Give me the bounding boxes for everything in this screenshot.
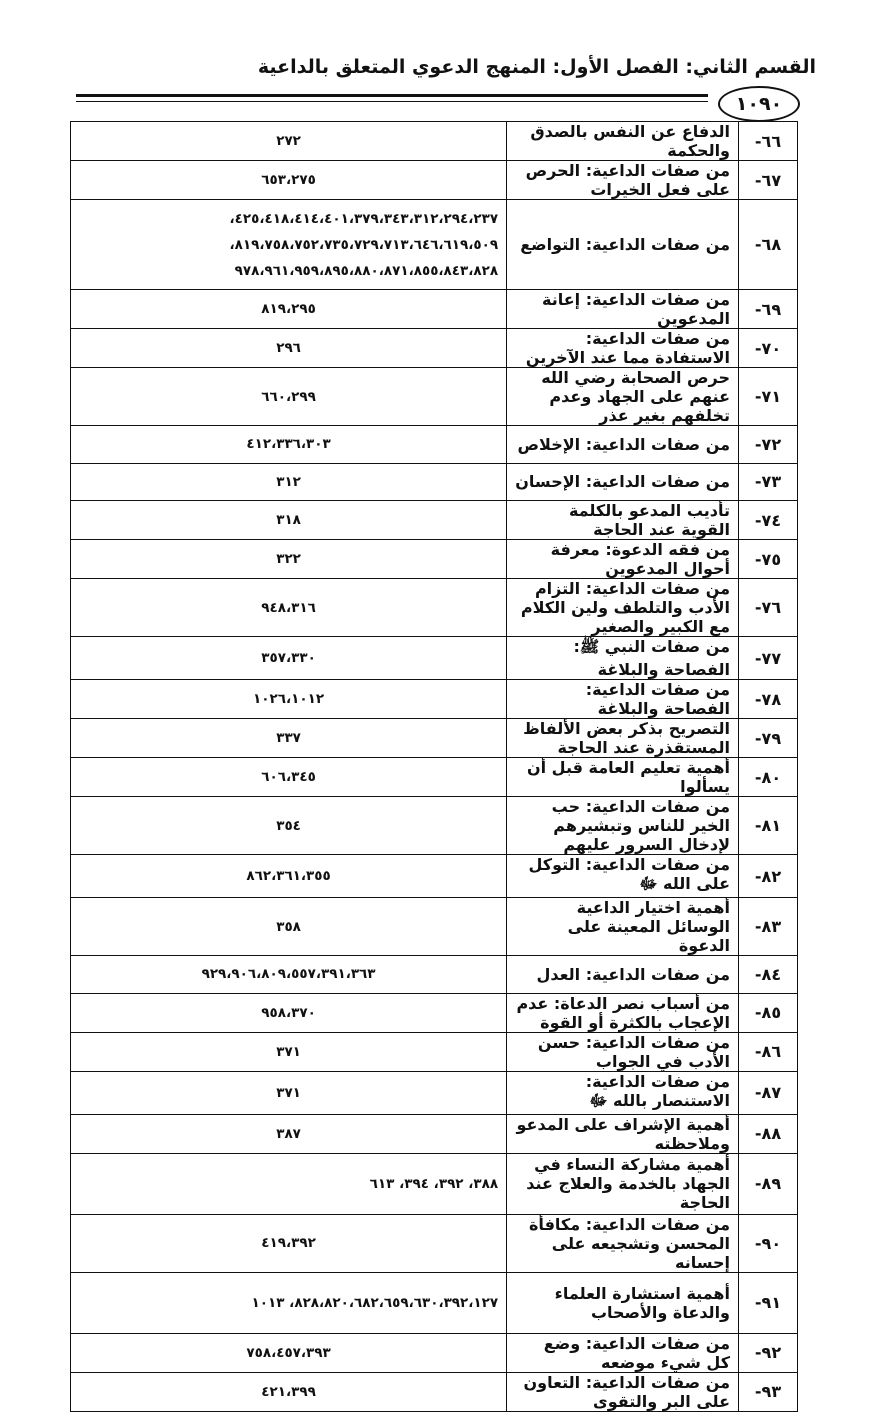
entry-pages: ٩٥٨،٣٧٠ xyxy=(71,993,507,1032)
entry-topic: من صفات الداعية: الإحسان xyxy=(507,463,739,501)
entry-number: ٧١- xyxy=(739,368,798,426)
table-row xyxy=(71,122,798,161)
table-row xyxy=(71,637,798,680)
entry-topic: أهمية مشاركة النساء في الجهاد بالخدمة والعلاج عند الحاجة xyxy=(507,1153,739,1214)
header-rule-thin xyxy=(76,101,708,102)
entry-pages: ٨٦٢،٣٦١،٣٥٥ xyxy=(71,855,507,898)
table-row xyxy=(71,1214,798,1272)
entry-topic: من فقه الدعوة: معرفة أحوال المدعوين xyxy=(507,540,739,579)
entry-number: ٨٦- xyxy=(739,1032,798,1071)
entry-number: ٧٣- xyxy=(739,463,798,501)
page-number: ١٠٩٠ xyxy=(718,86,800,122)
table-row xyxy=(71,290,798,329)
entry-number: ٩١- xyxy=(739,1272,798,1333)
table-row xyxy=(71,680,798,719)
index-table xyxy=(70,121,798,1412)
entry-pages: ٨١٩،٢٩٥ xyxy=(71,290,507,329)
table-row xyxy=(71,1153,798,1214)
table-row xyxy=(71,898,798,956)
table-row xyxy=(71,855,798,898)
entry-number: ٨٨- xyxy=(739,1114,798,1153)
table-row xyxy=(71,579,798,637)
entry-topic: من صفات الداعية: التواضع xyxy=(507,200,739,290)
entry-topic: الدفاع عن النفس بالصدق والحكمة xyxy=(507,122,739,161)
entry-pages: ٣٥٧،٣٣٠ xyxy=(71,637,507,680)
entry-topic: من صفات الداعية: وضع كل شيء موضعه xyxy=(507,1333,739,1372)
entry-topic: أهمية الإشراف على المدعو وملاحظته xyxy=(507,1114,739,1153)
entry-topic: حرص الصحابة رضي الله عنهم على الجهاد وعدم تخلفهم بغير عذر xyxy=(507,368,739,426)
entry-pages: ٦٠٦،٣٤٥ xyxy=(71,758,507,797)
entry-number: ٨٠- xyxy=(739,758,798,797)
entry-pages: ٣٧١ xyxy=(71,1071,507,1114)
table-row xyxy=(71,758,798,797)
entry-number: ٨٩- xyxy=(739,1153,798,1214)
entry-pages: ٣٧١ xyxy=(71,1032,507,1071)
entry-topic: من صفات الداعية: الفصاحة والبلاغة xyxy=(507,680,739,719)
entry-number: ٧٨- xyxy=(739,680,798,719)
table-row xyxy=(71,200,798,290)
entry-topic: من صفات الداعية: التعاون على البر والتقوى xyxy=(507,1372,739,1411)
entry-pages: ٣٨٨، ٣٩٢، ٣٩٤، ٦١٣ xyxy=(71,1153,507,1214)
entry-topic: من صفات الداعية: التوكل على الله ﷻ xyxy=(507,855,739,898)
entry-pages: ٣١٨ xyxy=(71,501,507,540)
entry-number: ٨٧- xyxy=(739,1071,798,1114)
entry-number: ٦٦- xyxy=(739,122,798,161)
table-row xyxy=(71,368,798,426)
entry-number: ٧٢- xyxy=(739,426,798,464)
entry-topic: من صفات الداعية: مكافأة المحسن وتشجيعه على إحسانه xyxy=(507,1214,739,1272)
entry-pages: ٣٢٢ xyxy=(71,540,507,579)
entry-pages: ٤١٢،٣٣٦،٣٠٣ xyxy=(71,426,507,464)
table-row xyxy=(71,1272,798,1333)
table-row xyxy=(71,329,798,368)
table-row xyxy=(71,956,798,994)
entry-topic: من صفات الداعية: حب الخير للناس وتبشيرهم لإدخال السرور عليهم xyxy=(507,797,739,855)
header-rule xyxy=(76,94,708,97)
entry-topic: أهمية استشارة العلماء والدعاة والأصحاب xyxy=(507,1272,739,1333)
entry-pages: ٣١٢ xyxy=(71,463,507,501)
entry-topic: من أسباب نصر الدعاة: عدم الإعجاب بالكثرة أو القوة xyxy=(507,993,739,1032)
entry-pages: ٢٩٦ xyxy=(71,329,507,368)
entry-number: ٨٢- xyxy=(739,855,798,898)
entry-pages: ٤٢٥،٤١٨،٤١٤،٤٠١،٣٧٩،٣٤٣،٣١٢،٢٩٤،٢٣٧، ٨١٩،٧٥٨،٧٥٢،٧٣٥،٧٢٩،٧١٣،٦٤٦،٦١٩،٥٠٩، ٩٧٨،٩٦١،٩٥٩،٨٩٥،٨٨٠،٨٧١،٨٥٥،٨٤٣،٨٢٨ xyxy=(71,200,507,290)
table-row xyxy=(71,1114,798,1153)
entry-number: ٧٠- xyxy=(739,329,798,368)
entry-pages: ٨٢٨،٨٢٠،٦٨٢،٦٥٩،٦٣٠،٣٩٢،١٢٧، ١٠١٣ xyxy=(71,1272,507,1333)
entry-pages: ١٠٢٦،١٠١٢ xyxy=(71,680,507,719)
entry-number: ٨٤- xyxy=(739,956,798,994)
entry-pages: ٤٢١،٣٩٩ xyxy=(71,1372,507,1411)
entry-topic: من صفات النبي ﷺ: الفصاحة والبلاغة xyxy=(507,637,739,680)
entry-topic: من صفات الداعية: الاستفادة مما عند الآخرين xyxy=(507,329,739,368)
table-row xyxy=(71,540,798,579)
entry-number: ٨٣- xyxy=(739,898,798,956)
entry-number: ٧٦- xyxy=(739,579,798,637)
entry-pages: ٢٧٢ xyxy=(71,122,507,161)
page-header-title: القسم الثاني: الفصل الأول: المنهج الدعوي المتعلق بالداعية xyxy=(257,56,816,78)
entry-topic: أهمية تعليم العامة قبل أن يسألوا xyxy=(507,758,739,797)
entry-number: ٧٥- xyxy=(739,540,798,579)
entry-number: ٨١- xyxy=(739,797,798,855)
entry-pages: ٣٥٤ xyxy=(71,797,507,855)
entry-pages: ٤١٩،٣٩٢ xyxy=(71,1214,507,1272)
entry-number: ٦٨- xyxy=(739,200,798,290)
entry-number: ٧٧- xyxy=(739,637,798,680)
entry-number: ٨٥- xyxy=(739,993,798,1032)
entry-topic: التصريح بذكر بعض الألفاظ المستقذرة عند الحاجة xyxy=(507,719,739,758)
table-row xyxy=(71,161,798,200)
table-row xyxy=(71,426,798,464)
table-row xyxy=(71,797,798,855)
entry-number: ٧٤- xyxy=(739,501,798,540)
table-row xyxy=(71,993,798,1032)
entry-topic: من صفات الداعية: الاستنصار بالله ﷻ xyxy=(507,1071,739,1114)
entry-number: ٩٢- xyxy=(739,1333,798,1372)
entry-topic: أهمية اختيار الداعية الوسائل المعينة على الدعوة xyxy=(507,898,739,956)
entry-pages: ٩٢٩،٩٠٦،٨٠٩،٥٥٧،٣٩١،٣٦٣ xyxy=(71,956,507,994)
table-row xyxy=(71,1071,798,1114)
entry-pages: ٦٥٣،٢٧٥ xyxy=(71,161,507,200)
entry-pages: ٧٥٨،٤٥٧،٣٩٣ xyxy=(71,1333,507,1372)
entry-number: ٧٩- xyxy=(739,719,798,758)
entry-number: ٦٧- xyxy=(739,161,798,200)
table-row xyxy=(71,1372,798,1411)
entry-pages: ٩٤٨،٣١٦ xyxy=(71,579,507,637)
entry-number: ٩٠- xyxy=(739,1214,798,1272)
entry-topic: من صفات الداعية: الإخلاص xyxy=(507,426,739,464)
entry-topic: من صفات الداعية: إعانة المدعوين xyxy=(507,290,739,329)
entry-topic: من صفات الداعية: العدل xyxy=(507,956,739,994)
entry-topic: من صفات الداعية: حسن الأدب في الجواب xyxy=(507,1032,739,1071)
entry-topic: من صفات الداعية: التزام الأدب والتلطف ولين الكلام مع الكبير والصغير xyxy=(507,579,739,637)
entry-topic: تأديب المدعو بالكلمة القوية عند الحاجة xyxy=(507,501,739,540)
entry-topic: من صفات الداعية: الحرص على فعل الخيرات xyxy=(507,161,739,200)
entry-pages: ٣٨٧ xyxy=(71,1114,507,1153)
table-row xyxy=(71,1032,798,1071)
table-row xyxy=(71,719,798,758)
entry-number: ٦٩- xyxy=(739,290,798,329)
entry-number: ٩٣- xyxy=(739,1372,798,1411)
entry-pages: ٣٣٧ xyxy=(71,719,507,758)
entry-pages: ٣٥٨ xyxy=(71,898,507,956)
table-row xyxy=(71,463,798,501)
entry-pages: ٦٦٠،٢٩٩ xyxy=(71,368,507,426)
table-row xyxy=(71,501,798,540)
table-row xyxy=(71,1333,798,1372)
